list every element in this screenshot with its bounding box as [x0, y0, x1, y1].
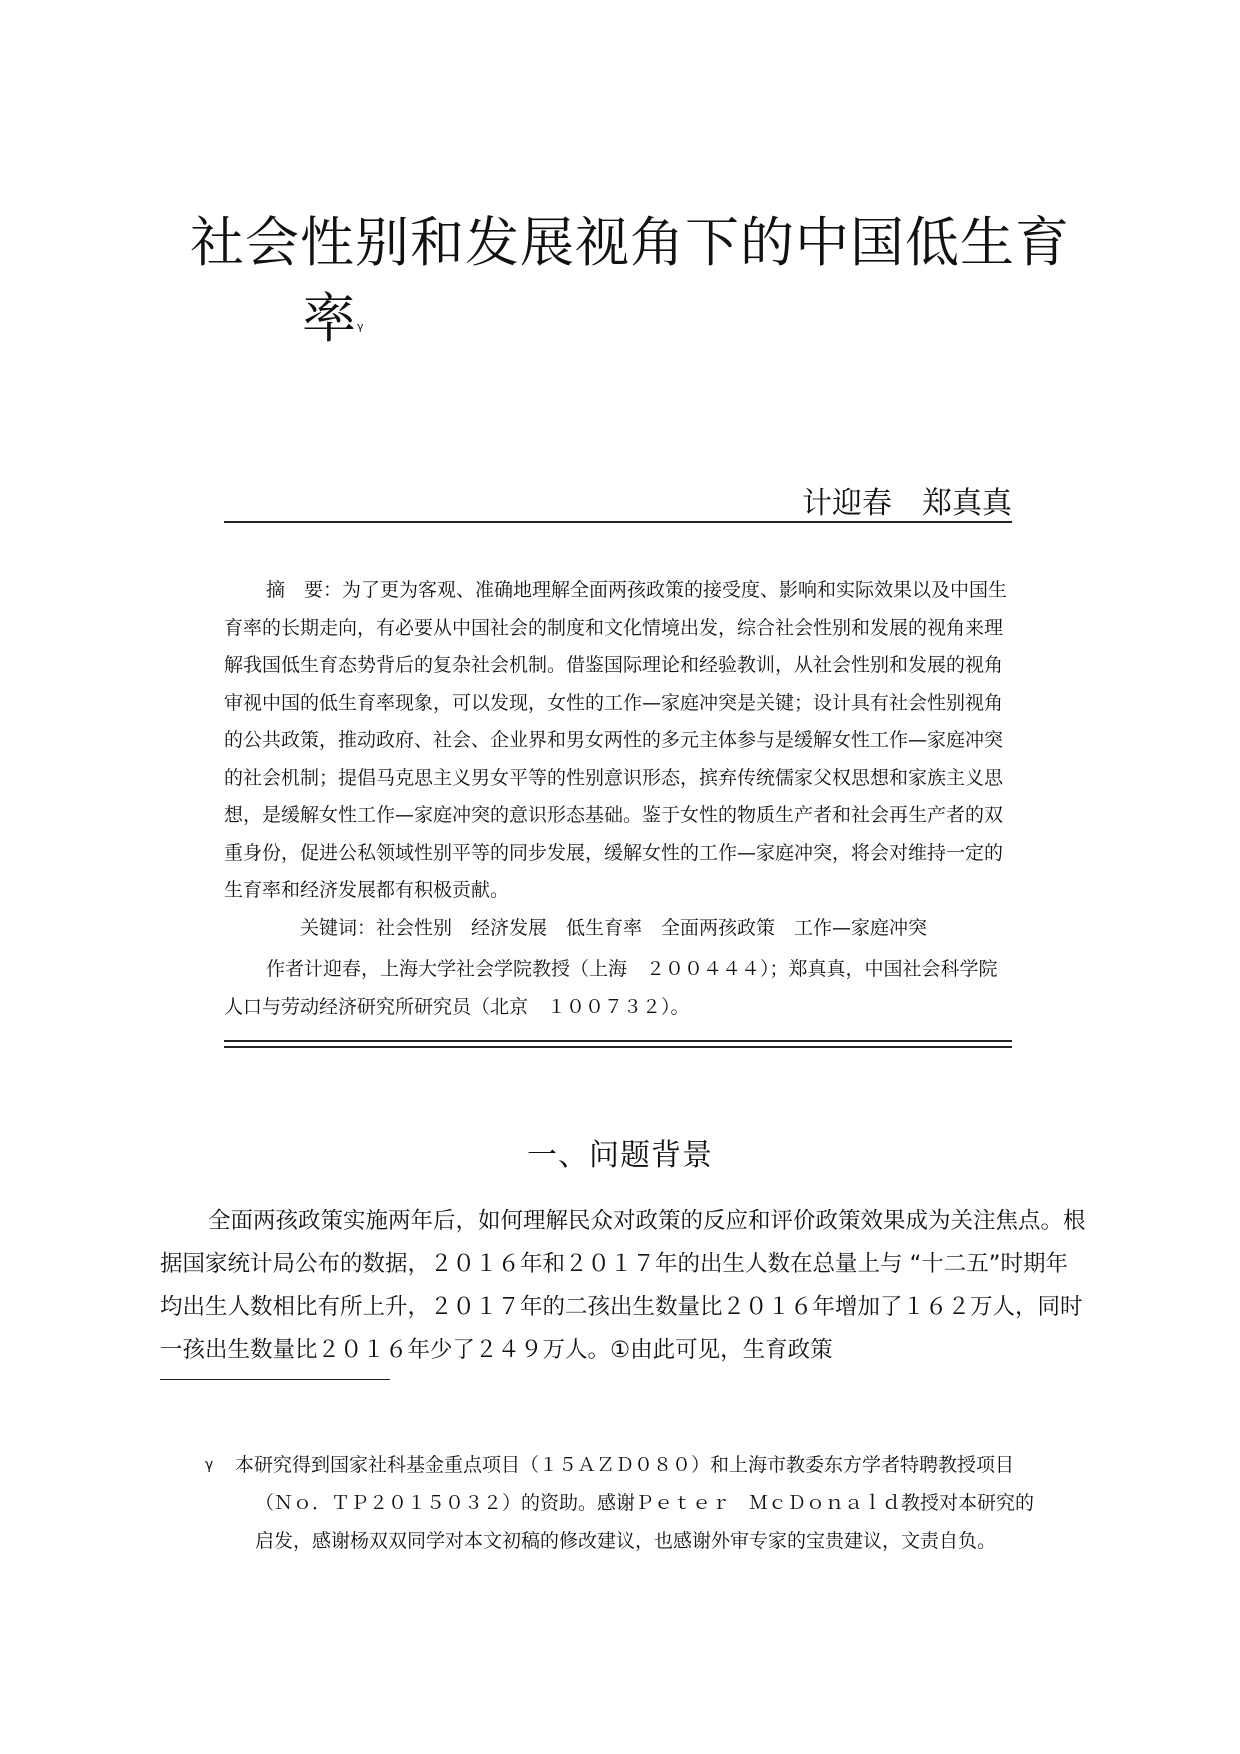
abstract-text: 为了更为客观、准确地理解全面两孩政策的接受度、影响和实际效果以及中国生育率的长期走向，有必要从中国社会的制度和文化情境出发，综合社会性别和发展的视角来理解我国低生育态势背后的复杂社会机制。借鉴国际理论和经验教训，从社会性别和发展的视角审视中国的低生育率现象，可以发现，女性的工作—家庭冲突是关键；设计具有社会性别视角的公共政策，推动政府、社会、企业界和男女两性的多元主体参与是缓解女性工作—家庭冲突的社会机制；提倡马克思主义男女平等的性别意识形态，摈弃传统儒家父权思想和家族主义思想，是缓解女性工作—家庭冲突的意识形态基础。鉴于女性的物质生产者和社会再生产者的双重身份，促进公私领域性别平等的同步发展，缓解女性的工作—家庭冲突，将会对维持一定的生育率和经济发展都有积极贡献。	[224, 579, 1008, 901]
body-paragraph: 全面两孩政策实施两年后，如何理解民众对政策的反应和评价政策效果成为关注焦点。根据国家统计局公布的数据，２０１６年和２０１７年的出生人数在总量上与 “十二五”时期年均出生人数相比有所上升，２０１７年的二孩出生数量比２０１６年增加了１６２万人，同时一孩出生数量比２０１６年少了２４９万人。①由此可见，生育政策	[160, 1208, 1086, 1363]
author-info-text: 作者计迎春，上海大学社会学院教授（上海 ２００４４４）；郑真真，中国社会科学院人口与劳动经济研究所研究员（北京 １００７３２）。	[224, 958, 998, 1018]
author-names: 计迎春 郑真真	[802, 486, 1012, 521]
footnote-separator	[160, 1379, 390, 1380]
abstract-block	[224, 572, 1012, 947]
section-heading: 一、问题背景	[527, 1138, 713, 1173]
article-title	[190, 205, 1090, 357]
footnote-line-1: 本研究得到国家社科基金重点项目（１５ＡＺＤ０８０）和上海市教委东方学者特聘教授项目	[235, 1454, 1015, 1476]
footnote-line-2: （Ｎｏ．ＴＰ２０１５０３２）的资助。感谢Ｐｅｔｅｒ ＭｃＤｏｎａｌｄ教授对本研究的	[255, 1492, 1035, 1514]
author-info-block	[224, 950, 1012, 1026]
keywords-line: 关键词：社会性别 经济发展 低生育率 全面两孩政策 工作—家庭冲突	[300, 916, 928, 939]
footnote-marker: γ	[205, 1457, 214, 1473]
title-line-2-text: 率	[302, 287, 357, 350]
footnote-line-3: 启发，感谢杨双双同学对本文初稿的修改建议，也感谢外审专家的宝贵建议，文责自负。	[255, 1530, 997, 1552]
title-line-2	[190, 281, 1090, 357]
abstract-label: 摘 要：	[266, 579, 343, 601]
title-line-1: 社会性别和发展视角下的中国低生育	[190, 211, 1070, 274]
body-text-block	[160, 1200, 1090, 1372]
abstract-top-rule	[224, 521, 1012, 523]
abstract-paragraph	[224, 572, 1012, 910]
title-footnote-marker[interactable]: γ	[357, 320, 365, 333]
footnote-block	[205, 1446, 1075, 1560]
abstract-bottom-double-rule	[224, 1040, 1012, 1048]
